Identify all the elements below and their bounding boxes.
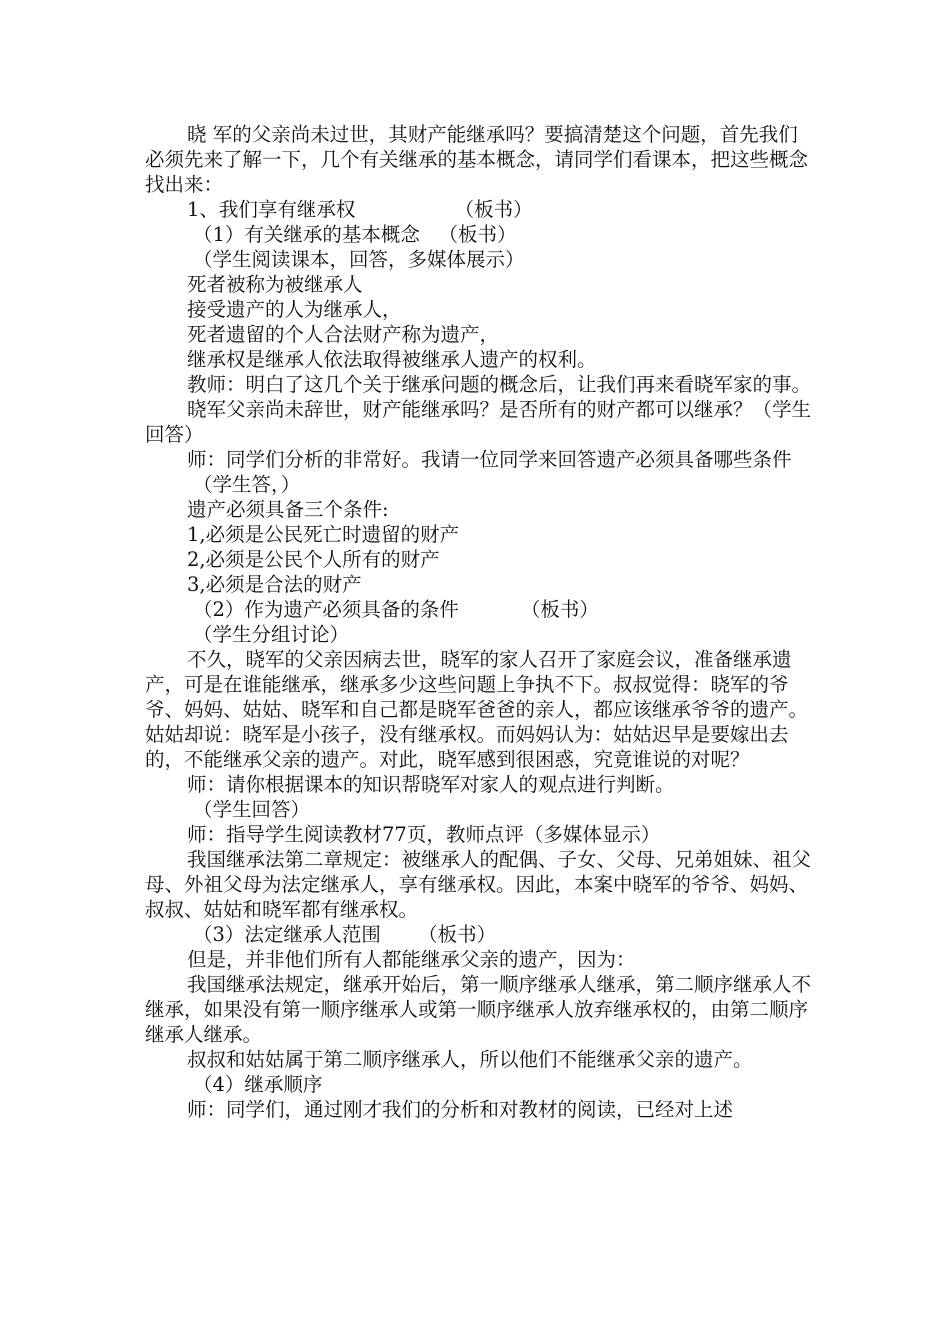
list-item: 2,必须是公民个人所有的财产 — [187, 548, 440, 571]
paragraph: 但是，并非他们所有人都能继承父亲的遗产，因为： — [187, 948, 636, 971]
heading-inheritance-right: 1、我们享有继承权 （板书） — [187, 198, 533, 221]
subheading-inheritance-order: （4）继承顺序 — [193, 1073, 323, 1096]
paragraph: （学生分组讨论） — [193, 623, 350, 646]
paragraph: 我国继承法第二章规定：被继承人的配偶、子女、父母、兄弟姐妹、祖父母、外祖父母为法定继承人，享有继承权。因此，本案中晓军的爷爷、妈妈、叔叔、姑姑和晓军都有继承权。 — [145, 848, 812, 921]
paragraph: 继承权是继承人依法取得被继承人遗产的权利。 — [187, 348, 597, 371]
paragraph: 不久，晓军的父亲因病去世，晓军的家人召开了家庭会议，准备继承遗产，可是在谁能继承，继承多少这些问题上争执不下。叔叔觉得：晓军的爷爷、妈妈、姑姑、晓军和自己都是晓军爸爸的亲人，都应该继承爷爷的遗产。姑姑却说：晓军是小孩子，没有继承权。而妈妈认为：姑姑迟早是要嫁出去的，不能继承父亲的遗产。对此，晓军感到很困惑，究竟谁说的对呢？ — [145, 648, 809, 771]
paragraph: 师：指导学生阅读教材77页，教师点评（多媒体显示） — [187, 823, 661, 846]
paragraph: 师：请你根据课本的知识帮晓军对家人的观点进行判断。 — [187, 773, 675, 796]
paragraph: （学生答，） — [193, 473, 301, 496]
paragraph: 我国继承法规定，继承开始后，第一顺序继承人继承，第二顺序继承人不继承，如果没有第一顺序继承人或第一顺序继承人放弃继承权的，由第二顺序继承人继承。 — [145, 973, 812, 1046]
paragraph: 叔叔和姑姑属于第二顺序继承人，所以他们不能继承父亲的遗产。 — [187, 1048, 753, 1071]
paragraph: 师：同学们分析的非常好。我请一位同学来回答遗产必须具备哪些条件 — [187, 448, 792, 471]
paragraph: （学生回答） — [193, 798, 311, 821]
subheading-basic-concepts: （1）有关继承的基本概念 （板书） — [193, 223, 517, 246]
paragraph: （学生阅读课本，回答，多媒体展示） — [193, 248, 525, 271]
paragraph: 遗产必须具备三个条件: — [187, 498, 389, 521]
list-item: 3,必须是合法的财产 — [187, 573, 362, 596]
paragraph: 晓 军的父亲尚未过世，其财产能继承吗？要搞清楚这个问题，首先我们必须先来了解一下，几个有关继承的基本概念，请同学们看课本，把这些概念找出来： — [145, 123, 809, 196]
paragraph: 接受遗产的人为继承人， — [187, 298, 402, 321]
paragraph: 晓军父亲尚未辞世，财产能继承吗？是否所有的财产都可以继承？（学生回答） — [145, 398, 812, 446]
document-page — [145, 122, 815, 1122]
subheading-legal-heirs: （3）法定继承人范围 （板书） — [193, 923, 497, 946]
paragraph: 死者被称为被继承人 — [187, 273, 363, 296]
subheading-estate-conditions: （2）作为遗产必须具备的条件 （板书） — [193, 598, 599, 621]
paragraph: 死者遗留的个人合法财产称为遗产， — [187, 323, 500, 346]
list-item: 1,必须是公民死亡时遗留的财产 — [187, 523, 460, 546]
paragraph: 师：同学们，通过刚才我们的分析和对教材的阅读，已经对上述 — [187, 1098, 734, 1121]
paragraph: 教师：明白了这几个关于继承问题的概念后，让我们再来看晓军家的事。 — [187, 373, 812, 396]
